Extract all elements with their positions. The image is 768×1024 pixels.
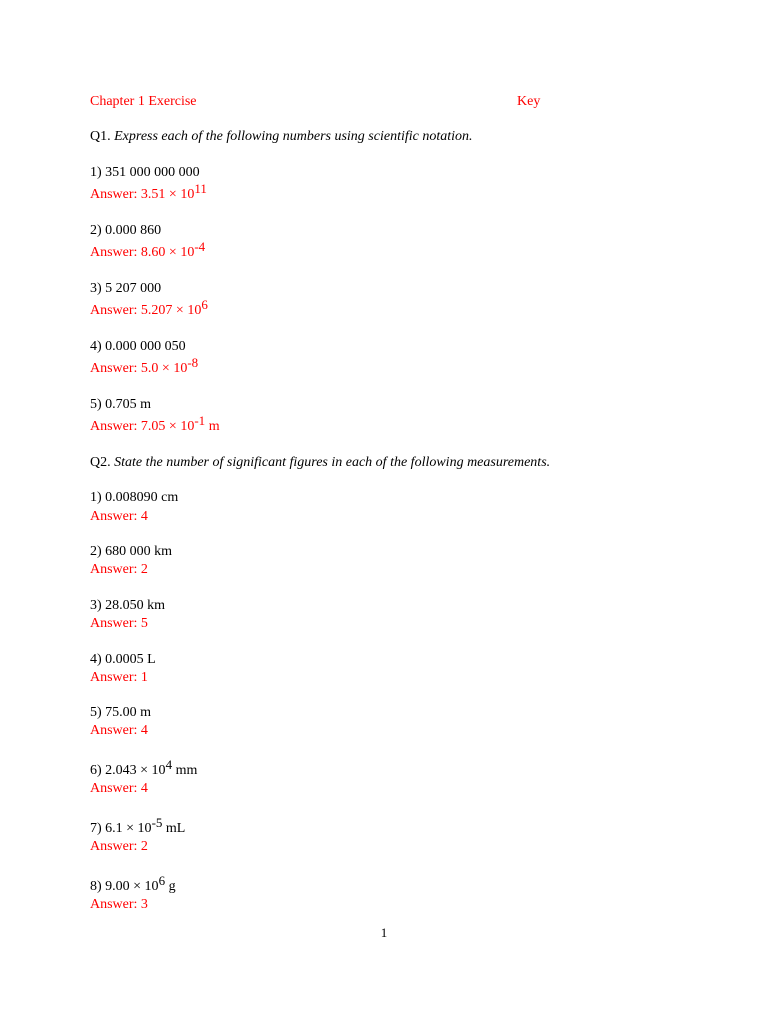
- q2-item-7: [90, 815, 186, 838]
- q1-item-1: 1) 351 000 000 000: [90, 165, 200, 180]
- page-number: 1: [380, 925, 388, 940]
- q1-item-5: 5) 0.705 m: [90, 397, 152, 412]
- q1-answer-4: [90, 355, 199, 378]
- answer-text: Answer: 3.51 × 10: [90, 187, 195, 202]
- q2-item-5: 5) 75.00 m: [90, 705, 152, 720]
- q1-answer-2: [90, 239, 206, 262]
- exponent: -8: [187, 355, 199, 370]
- q2-heading: [90, 454, 550, 472]
- q2-item-6: [90, 757, 198, 780]
- q2-answer-1: Answer: 4: [90, 509, 148, 524]
- chapter-title: Chapter 1 Exercise: [90, 94, 197, 109]
- exponent: -1: [194, 413, 206, 428]
- q2-answer-8: Answer: 3: [90, 897, 148, 912]
- q2-item-1: 1) 0.008090 cm: [90, 490, 179, 505]
- q1-prompt: Express each of the following numbers using scientific notation.: [114, 129, 473, 144]
- q2-prompt: State the number of significant figures in each of the following measurements.: [114, 455, 551, 470]
- q1-label: Q1.: [90, 129, 111, 144]
- answer-unit: m: [205, 419, 220, 434]
- q1-item-4: 4) 0.000 000 050: [90, 339, 186, 354]
- q2-answer-4: Answer: 1: [90, 670, 148, 685]
- answer-text: Answer: 8.60 × 10: [90, 245, 195, 260]
- exponent: -5: [151, 815, 163, 830]
- q1-item-3: 3) 5 207 000: [90, 281, 162, 296]
- q2-answer-6: Answer: 4: [90, 781, 148, 796]
- exponent: -4: [194, 239, 206, 254]
- key-label: Key: [517, 94, 541, 109]
- answer-text: Answer: 7.05 × 10: [90, 419, 195, 434]
- answer-text: Answer: 5.207 × 10: [90, 303, 202, 318]
- measurement-text: 7) 6.1 × 10: [90, 821, 152, 836]
- q2-answer-5: Answer: 4: [90, 723, 148, 738]
- exponent: 6: [158, 873, 166, 888]
- q2-answer-2: Answer: 2: [90, 562, 148, 577]
- q1-heading: [90, 128, 473, 146]
- measurement-unit: g: [165, 879, 176, 894]
- measurement-unit: mm: [172, 763, 198, 778]
- q2-label: Q2.: [90, 455, 111, 470]
- q1-answer-1: [90, 181, 207, 204]
- measurement-unit: mL: [162, 821, 186, 836]
- q2-answer-3: Answer: 5: [90, 616, 148, 631]
- q1-answer-5: [90, 413, 220, 436]
- measurement-text: 8) 9.00 × 10: [90, 879, 159, 894]
- q2-item-4: 4) 0.0005 L: [90, 652, 156, 667]
- exponent: 4: [165, 757, 173, 772]
- q2-item-3: 3) 28.050 km: [90, 598, 166, 613]
- q1-item-2: 2) 0.000 860: [90, 223, 162, 238]
- q1-answer-3: [90, 297, 208, 320]
- measurement-text: 6) 2.043 × 10: [90, 763, 166, 778]
- exponent: 11: [194, 181, 207, 196]
- exponent: 6: [201, 297, 208, 312]
- q2-answer-7: Answer: 2: [90, 839, 148, 854]
- answer-text: Answer: 5.0 × 10: [90, 361, 188, 376]
- q2-item-8: [90, 873, 176, 896]
- q2-item-2: 2) 680 000 km: [90, 544, 173, 559]
